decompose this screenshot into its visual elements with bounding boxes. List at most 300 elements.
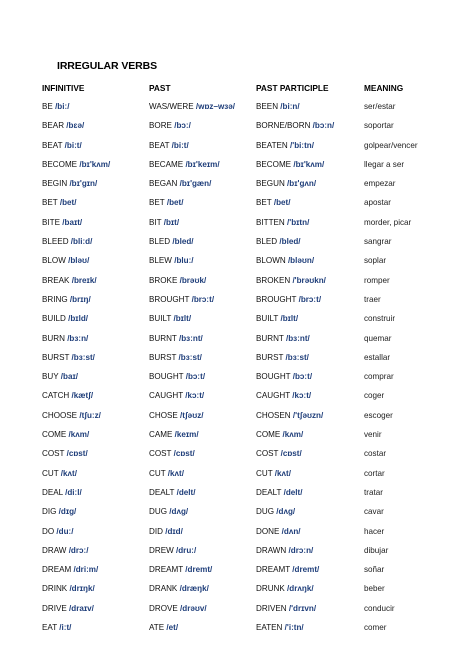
verb-form: DRAWN [256,545,287,555]
verb-form: DRINK [42,584,68,594]
verb-form: BORNE/BORN [256,121,311,131]
phonetic-transcription: /bɜːn/ [67,333,89,343]
header-past-participle: PAST PARTICIPLE [256,83,329,93]
meaning-cell: coger [364,391,385,401]
phonetic-transcription: /bɔː/ [174,121,191,131]
phonetic-transcription: /brɪŋ/ [69,294,91,304]
past-participle-cell [256,367,312,386]
phonetic-transcription: /tʃuːz/ [79,410,101,420]
meaning-cell: romper [364,275,390,285]
verb-form: BURN [42,333,65,343]
phonetic-transcription: /drɪŋk/ [69,584,95,594]
verb-form: DREW [149,545,174,555]
phonetic-transcription: /brɔːt/ [191,294,215,304]
phonetic-transcription: /diːl/ [65,487,82,497]
verb-form: CUT [42,468,59,478]
phonetic-transcription: /dʌg/ [169,507,189,517]
verb-form: BEGIN [42,179,68,189]
past-cell [149,174,211,193]
phonetic-transcription: /cɒst/ [66,449,88,459]
phonetic-transcription: /driːm/ [73,565,99,575]
phonetic-transcription: /bɪlt/ [280,314,299,324]
infinitive-cell [42,232,92,251]
table-row [0,444,474,463]
verb-form: COST [149,449,172,459]
past-participle-cell [256,97,300,116]
past-cell [149,444,195,463]
verb-form: DREAMT [149,565,184,575]
meaning-cell: comer [364,623,387,633]
phonetic-transcription: /kʌm/ [282,430,304,440]
phonetic-transcription: /kʌm/ [68,430,90,440]
verb-form: EAT [42,623,57,633]
past-cell [149,271,206,290]
verb-form: BRING [42,294,68,304]
infinitive-cell [42,309,88,328]
verb-form: BLOWN [256,256,286,266]
infinitive-cell [42,386,93,405]
past-cell [149,502,188,521]
header-meaning: MEANING [364,83,404,93]
past-cell [149,251,194,270]
phonetic-transcription: /dɪg/ [58,507,77,517]
verb-form: DUG [149,507,167,517]
verb-form: BEEN [256,102,279,111]
infinitive-cell [42,367,78,386]
verb-form: BORE [149,121,172,131]
meaning-cell: estallar [364,352,391,362]
verb-form: BLEED [42,237,69,247]
table-row [0,155,474,174]
past-cell [149,116,191,135]
infinitive-cell [42,97,69,116]
meaning-cell: morder, picar [364,217,412,227]
verb-form: CHOOSE [42,410,78,420]
past-participle-cell [256,386,311,405]
phonetic-transcription: /baɪ/ [60,372,78,382]
phonetic-transcription: /bet/ [273,198,291,208]
phonetic-transcription: /brəʊk/ [179,275,207,285]
table-row [0,386,474,405]
table-row [0,97,474,116]
phonetic-transcription: /biːn/ [280,102,300,111]
verb-form: BEAT [42,140,63,150]
phonetic-transcription: /dremt/ [292,565,320,575]
past-cell [149,213,179,232]
past-cell [149,618,178,637]
past-cell [149,579,209,598]
infinitive-cell [42,483,82,502]
past-participle-cell [256,329,310,348]
infinitive-cell [42,155,110,174]
verb-form: BURST [42,352,70,362]
phonetic-transcription: /bɪ'keɪm/ [185,159,220,169]
table-row [0,425,474,444]
verb-form: BOUGHT [149,372,184,382]
header-infinitive: INFINITIVE [42,83,85,93]
verb-form: BROUGHT [149,294,190,304]
phonetic-transcription: /delt/ [283,487,303,497]
phonetic-transcription: /delt/ [176,487,196,497]
verb-form: BET [256,198,272,208]
meaning-cell: golpear/vencer [364,140,418,150]
verb-form: BECAME [149,159,184,169]
phonetic-transcription: /bled/ [279,237,301,247]
verb-form: DEALT [149,487,175,497]
phonetic-transcription: /'drɪvn/ [288,603,317,613]
verb-form: DRIVE [42,603,67,613]
past-cell [149,329,203,348]
verb-form: ATE [149,623,165,633]
past-cell [149,483,195,502]
meaning-cell: llegar a ser [364,159,405,169]
meaning-cell: hacer [364,526,385,536]
meaning-cell: costar [364,449,387,459]
table-row [0,367,474,386]
infinitive-cell [42,464,77,483]
past-cell [149,406,204,425]
past-cell [149,560,212,579]
phonetic-transcription: /dɪd/ [165,526,183,536]
past-participle-cell [256,444,302,463]
past-participle-cell [256,541,313,560]
verb-form: CUT [256,468,273,478]
past-participle-cell [256,232,301,251]
phonetic-transcription: /bləʊn/ [287,256,315,266]
verb-form: DIG [42,507,57,517]
verb-form: BLED [149,237,171,247]
past-participle-cell [256,348,309,367]
phonetic-transcription: /kʌt/ [167,468,184,478]
table-row [0,579,474,598]
verb-form: BITTEN [256,217,285,227]
infinitive-cell [42,251,89,270]
phonetic-transcription: /draɪv/ [69,603,94,613]
table-row [0,522,474,541]
meaning-cell: empezar [364,179,396,189]
table-row [0,348,474,367]
phonetic-transcription: /'biːtn/ [290,140,314,150]
past-participle-cell [256,464,291,483]
phonetic-transcription: /drəʊv/ [180,603,207,613]
table-row [0,406,474,425]
phonetic-transcription: /bɔːt/ [292,372,313,382]
meaning-cell: beber [364,584,385,594]
phonetic-transcription: /bɜːst/ [285,352,309,362]
phonetic-transcription: /bɜːnt/ [178,333,203,343]
document-title: IRREGULAR VERBS [57,60,158,72]
meaning-cell: dibujar [364,545,389,555]
past-cell [149,348,202,367]
past-cell [149,309,191,328]
verb-form: BET [149,198,165,208]
verb-form: EATEN [256,623,283,633]
verb-form: BUY [42,372,59,382]
phonetic-transcription: /'tʃəʊzn/ [292,410,324,420]
past-cell [149,367,205,386]
phonetic-transcription: /bɪ'gɪn/ [69,179,98,189]
infinitive-cell [42,193,77,212]
verb-form: DRAW [42,545,67,555]
phonetic-transcription: /dʌg/ [276,507,296,517]
verb-form: BURNT [256,333,284,343]
infinitive-cell [42,213,82,232]
phonetic-transcription: /bluː/ [174,256,194,266]
verb-form: DEAL [42,487,63,497]
phonetic-transcription: /druː/ [175,545,197,555]
meaning-cell: construir [364,314,396,324]
verb-form: BUILT [256,314,279,324]
phonetic-transcription: /'bɪtn/ [287,217,310,227]
infinitive-cell [42,502,76,521]
past-participle-cell [256,213,309,232]
past-cell [149,425,199,444]
verb-form: COST [256,449,279,459]
verb-form: DREAM [42,565,72,575]
past-participle-cell [256,425,303,444]
table-row [0,483,474,502]
verb-form: BECOME [256,159,292,169]
past-participle-cell [256,483,302,502]
table-row [0,251,474,270]
phonetic-transcription: /dræŋk/ [179,584,209,594]
phonetic-transcription: /bɪ'gʌn/ [287,179,317,189]
table-row [0,232,474,251]
past-cell [149,232,194,251]
infinitive-cell [42,136,82,155]
verb-form: BLEW [149,256,172,266]
verb-form: DRIVEN [256,603,287,613]
verb-form: BIT [149,217,162,227]
phonetic-transcription: /wɒz–wɜə/ [195,102,236,111]
past-participle-cell [256,155,324,174]
verb-form: BE [42,102,53,111]
phonetic-transcription: /kɔːt/ [292,391,312,401]
table-row [0,309,474,328]
verb-form: BOUGHT [256,372,291,382]
verb-form: BEGUN [256,179,285,189]
past-cell [149,136,189,155]
meaning-cell: soportar [364,121,394,131]
phonetic-transcription: /dremt/ [185,565,213,575]
verb-form: WAS/WERE [149,102,194,111]
past-cell [149,464,184,483]
phonetic-transcription: /bɪ'gæn/ [179,179,212,189]
verb-form: BLOW [42,256,66,266]
verb-form: DID [149,526,163,536]
phonetic-transcription: /baɪt/ [62,217,83,227]
table-row [0,271,474,290]
verb-form: CAUGHT [149,391,184,401]
phonetic-transcription: /kʌt/ [60,468,77,478]
past-participle-cell [256,174,316,193]
meaning-cell: sangrar [364,237,392,247]
verb-form: BROUGHT [256,294,297,304]
phonetic-transcription: /bɪ'kʌm/ [293,159,325,169]
header-past: PAST [149,83,171,93]
meaning-cell: conducir [364,603,395,613]
infinitive-cell [42,599,94,618]
meaning-cell: venir [364,430,382,440]
past-participle-cell [256,116,334,135]
meaning-cell: ser/estar [364,102,396,111]
infinitive-cell [42,522,73,541]
phonetic-transcription: /bɪ'kʌm/ [79,159,111,169]
past-cell [149,193,184,212]
phonetic-transcription: /bɪt/ [163,217,180,227]
past-cell [149,386,204,405]
infinitive-cell [42,579,95,598]
past-participle-cell [256,618,304,637]
phonetic-transcription: /bləʊ/ [68,256,90,266]
past-cell [149,290,214,309]
phonetic-transcription: /cɒst/ [173,449,195,459]
phonetic-transcription: /et/ [166,623,179,633]
infinitive-cell [42,329,88,348]
past-participle-cell [256,290,321,309]
phonetic-transcription: /bɔːn/ [312,121,335,131]
table-row [0,618,474,637]
past-participle-cell [256,136,314,155]
table-row [0,502,474,521]
meaning-cell: traer [364,294,381,304]
phonetic-transcription: /bet/ [166,198,184,208]
past-cell [149,522,183,541]
phonetic-transcription: /bɜːst/ [71,352,95,362]
phonetic-transcription: /biːt/ [64,140,82,150]
past-participle-cell [256,522,301,541]
infinitive-cell [42,348,95,367]
table-row [0,193,474,212]
verb-form: DUG [256,507,274,517]
infinitive-cell [42,406,101,425]
phonetic-transcription: /bɜːst/ [178,352,202,362]
infinitive-cell [42,116,84,135]
table-row [0,136,474,155]
phonetic-transcription: /keɪm/ [174,430,199,440]
verb-form: DEALT [256,487,282,497]
meaning-cell: soñar [364,565,385,575]
past-participle-cell [256,579,314,598]
verb-form: BET [42,198,58,208]
phonetic-transcription: /drɔːn/ [288,545,314,555]
verb-form: BROKE [149,275,178,285]
past-cell [149,541,196,560]
table-row [0,174,474,193]
phonetic-transcription: /kætʃ/ [71,391,94,401]
meaning-cell: tratar [364,487,383,497]
verb-form: DRANK [149,584,178,594]
infinitive-cell [42,425,89,444]
verb-form: CUT [149,468,166,478]
past-participle-cell [256,193,291,212]
verb-form: BECOME [42,159,78,169]
phonetic-transcription: /bɛə/ [66,121,85,131]
infinitive-cell [42,618,71,637]
verb-form: CHOSEN [256,410,291,420]
verb-form: COME [256,430,281,440]
verb-form: CHOSE [149,410,178,420]
infinitive-cell [42,560,98,579]
verb-form: DRUNK [256,584,285,594]
phonetic-transcription: /bɪlt/ [173,314,192,324]
phonetic-transcription: /kɔːt/ [185,391,205,401]
verb-form: BUILT [149,314,172,324]
verb-form: BROKEN [256,275,291,285]
phonetic-transcription: /cɒst/ [280,449,302,459]
verb-form: CATCH [42,391,70,401]
phonetic-transcription: /breɪk/ [71,275,97,285]
verb-form: BEAT [149,140,170,150]
table-row [0,213,474,232]
phonetic-transcription: /bet/ [59,198,77,208]
infinitive-cell [42,271,97,290]
table-row [0,599,474,618]
past-participle-cell [256,251,314,270]
phonetic-transcription: /biːt/ [171,140,189,150]
past-cell [149,155,220,174]
meaning-cell: cortar [364,468,385,478]
verb-table [0,97,474,637]
past-participle-cell [256,502,295,521]
table-row [0,329,474,348]
phonetic-transcription: /biː/ [55,102,70,111]
past-participle-cell [256,599,316,618]
phonetic-transcription: /bɔːt/ [185,372,206,382]
verb-form: BEAR [42,121,65,131]
table-row [0,541,474,560]
verb-form: BURST [149,352,177,362]
phonetic-transcription: /drɔː/ [68,545,89,555]
verb-form: BLED [256,237,278,247]
verb-form: BEATEN [256,140,288,150]
past-cell [149,599,207,618]
table-row [0,464,474,483]
phonetic-transcription: /bɪld/ [68,314,89,324]
verb-form: BURNT [149,333,177,343]
phonetic-transcription: /duː/ [56,526,74,536]
past-participle-cell [256,560,319,579]
past-participle-cell [256,309,298,328]
verb-form: BURST [256,352,284,362]
phonetic-transcription: /drʌŋk/ [287,584,314,594]
meaning-cell: escoger [364,410,393,420]
phonetic-transcription: /iːt/ [59,623,72,633]
phonetic-transcription: /bliːd/ [70,237,93,247]
verb-form: BREAK [42,275,70,285]
verb-form: DROVE [149,603,178,613]
verb-form: COST [42,449,65,459]
phonetic-transcription: /bled/ [172,237,194,247]
phonetic-transcription: /bɜːnt/ [285,333,310,343]
meaning-cell: apostar [364,198,391,208]
verb-form: BITE [42,217,60,227]
verb-form: DREAMT [256,565,291,575]
table-row [0,290,474,309]
phonetic-transcription: /'iːtn/ [284,623,304,633]
past-cell [149,97,235,116]
table-row [0,560,474,579]
infinitive-cell [42,541,88,560]
infinitive-cell [42,174,97,193]
phonetic-transcription: /tʃəʊz/ [180,410,204,420]
phonetic-transcription: /dʌn/ [281,526,301,536]
phonetic-transcription: /'brəʊkn/ [292,275,326,285]
verb-form: BEGAN [149,179,178,189]
meaning-cell: soplar [364,256,387,266]
meaning-cell: cavar [364,507,384,517]
past-participle-cell [256,406,323,425]
